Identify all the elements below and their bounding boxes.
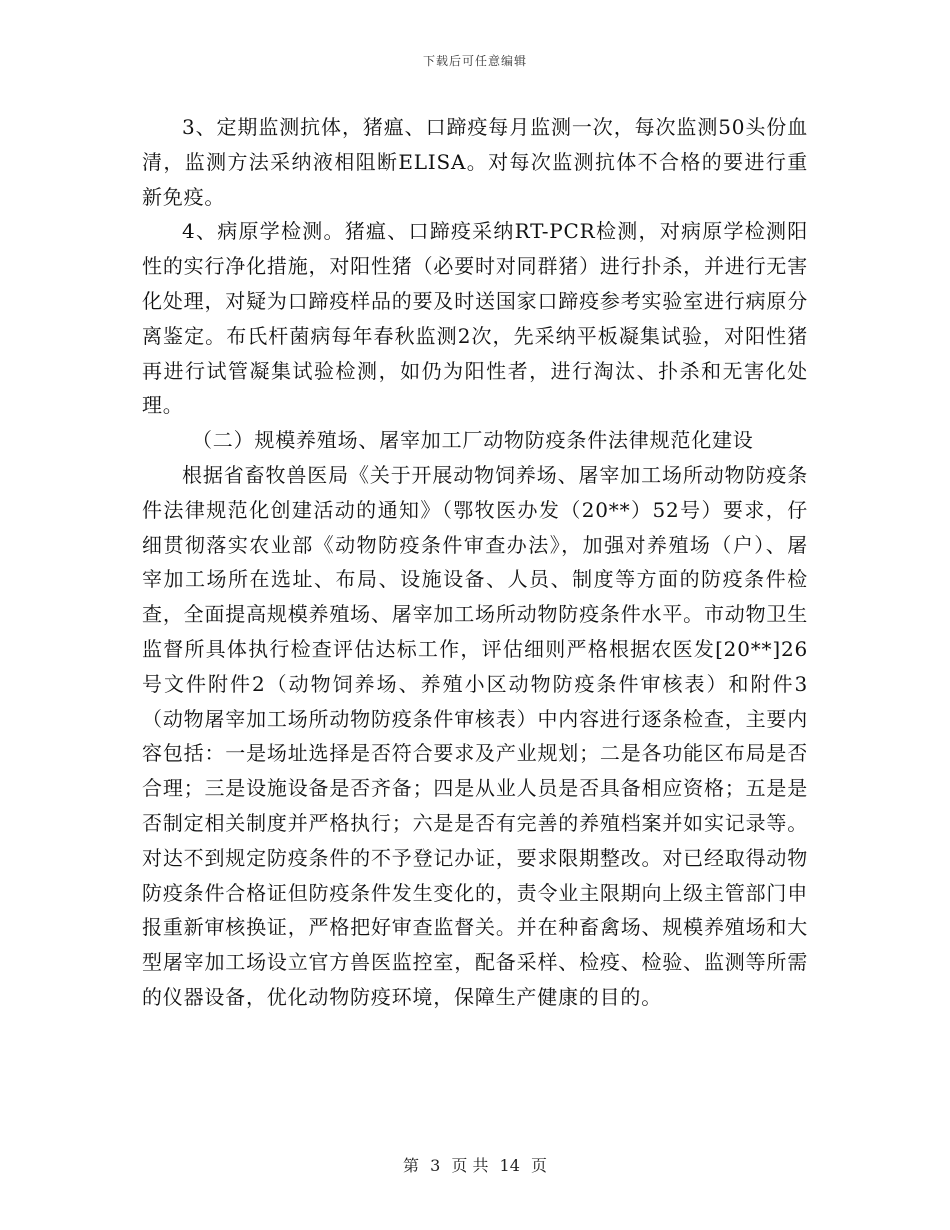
footer-prefix: 第 xyxy=(402,1156,419,1175)
page-body xyxy=(142,110,808,1015)
paragraph-antibody-monitoring: 3、定期监测抗体，猪瘟、口蹄疫每月监测一次，每次监测50头份血清，监测方法采纳液相阻断ELISA。对每次监测抗体不合格的要进行重新免疫。 xyxy=(142,115,808,209)
section-heading: （二）规模养殖场、屠宰加工厂动物防疫条件法律规范化建设 xyxy=(192,428,754,453)
page-header: 下载后可任意编辑 xyxy=(422,54,527,68)
footer-suffix: 页 xyxy=(531,1156,548,1175)
page-footer xyxy=(0,1153,950,1176)
paragraph-epidemic-conditions: 根据省畜牧兽医局《关于开展动物饲养场、屠宰加工场所动物防疫条件法律规范化创建活动的通知》（鄂牧医办发（20**）52号）要求，仔细贯彻落实农业部《动物防疫条件审查办法》，加强对养殖场（户）、屠宰加工场所在选址、布局、设施设备、人员、制度等方面的防疫条件检查，全面提高规模养殖场、屠宰加工场所动物防疫条件水平。市动物卫生监督所具体执行检查评估达标工作，评估细则严格根据农医发[20**]26号文件附件2（动物饲养场、养殖小区动物防疫条件审核表）和附件3（动物屠宰加工场所动物防疫条件审核表）中内容进行逐条检查，主要内容包括：一是场址选择是否符合要求及产业规划；二是各功能区布局是否合理；三是设施设备是否齐备；四是从业人员是否具备相应资格；五是是否制定相关制度并严格执行；六是是否有完善的养殖档案并如实记录等。对达不到规定防疫条件的不予登记办证，要求限期整改。对已经取得动物防疫条件合格证但防疫条件发生变化的，责令业主限期向上级主管部门申报重新审核换证，严格把好审查监督关。并在种畜禽场、规模养殖场和大型屠宰加工场设立官方兽医监控室，配备采样、检疫、检验、监测等所需的仪器设备，优化动物防疫环境，保障生产健康的目的。 xyxy=(142,462,808,1009)
footer-middle: 页 共 xyxy=(451,1156,489,1175)
footer-total-pages: 14 xyxy=(499,1156,520,1175)
paragraph-pathogen-testing: 4、病原学检测。猪瘟、口蹄疫采纳RT-PCR检测，对病原学检测阳性的实行净化措施，对阳性猪（必要时对同群猪）进行扑杀，并进行无害化处理，对疑为口蹄疫样品的要及时送国家口蹄疫参考实验室进行病原分离鉴定。布氏杆菌病每年春秋监测2次，先采纳平板凝集试验，对阳性猪再进行试管凝集试验检测，如仍为阳性者，进行淘汰、扑杀和无害化处理。 xyxy=(142,219,808,418)
footer-page-number: 3 xyxy=(430,1156,441,1175)
